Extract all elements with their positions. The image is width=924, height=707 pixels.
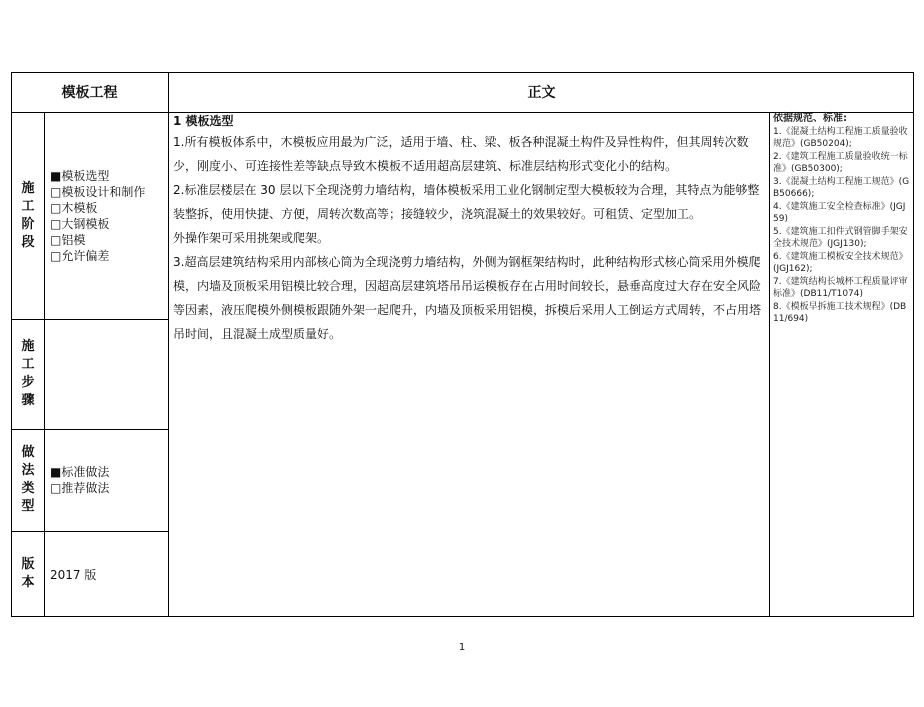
row-divider-2 — [11, 429, 169, 430]
method-option-list — [50, 464, 109, 496]
main-content — [173, 113, 771, 346]
row-label-method: 做 法 类 型 — [21, 445, 35, 514]
option-wood-template[interactable]: □木模板 — [50, 201, 98, 215]
row-divider-3 — [11, 531, 169, 532]
page-number: 1 — [458, 642, 466, 653]
reference-item: 5.《建筑施工扣件式钢管脚手架安全技术规范》(JGJ130); — [773, 226, 908, 249]
reference-item: 8.《模板早拆施工技术规程》(DB11/694) — [773, 301, 907, 324]
row-label-stage: 施 工 阶 段 — [21, 181, 35, 250]
option-recommended-method[interactable]: □推荐做法 — [50, 481, 110, 495]
row-label-version: 版 本 — [21, 557, 35, 590]
option-aluminum-template[interactable]: □铝模 — [50, 233, 86, 247]
reference-item: 2.《建筑工程施工质量验收统一标准》(GB50300); — [773, 151, 908, 174]
references-title: 依据规范、标准: — [773, 113, 847, 124]
stage-option-list — [50, 168, 145, 264]
header-left-title: 模板工程 — [61, 85, 118, 101]
version-value — [50, 567, 96, 583]
paragraph-1: 1.所有模板体系中，木模板应用最为广泛，适用于墙、柱、梁、板各种混凝土构件及异性构件，但其周转次数少，刚度小、可连接性差等缺点导致木模板不适用超高层建筑、标准层结构形式变化小的结构。 — [173, 135, 749, 173]
option-steel-template[interactable]: □大钢模板 — [50, 217, 110, 231]
option-tolerance[interactable]: □允许偏差 — [50, 249, 110, 263]
left-column-divider — [168, 72, 169, 617]
reference-item: 4.《建筑施工安全检查标准》(JGJ59) — [773, 201, 906, 224]
row-divider-1 — [11, 319, 169, 320]
reference-item: 1.《混凝土结构工程施工质量验收规范》(GB50204); — [773, 126, 908, 149]
reference-item: 6.《建筑施工模板安全技术规范》(JGJ162); — [773, 251, 908, 274]
option-standard-method[interactable]: ■标准做法 — [50, 465, 110, 479]
option-template-design[interactable]: □模板设计和制作 — [50, 185, 146, 199]
option-template-selection[interactable]: ■模板选型 — [50, 169, 110, 183]
paragraph-4: 3.超高层建筑结构采用内部核心筒为全现浇剪力墙结构，外侧为钢框架结构时，此种结构形式核心筒采用外模爬模，内墙及顶板采用铝模比较合理，因超高层建筑塔吊吊运模板存在占用时间较长，悬垂高度过大存在安全风险等因素，液压爬模外侧模板跟随外架一起爬升，内墙及顶板采用铝模，拆模后采用人工倒运方式周转，不占用塔吊时间，且混凝土成型质量好。 — [173, 255, 762, 341]
paragraph-2: 2.标准层楼层在 30 层以下全现浇剪力墙结构，墙体模板采用工业化钢制定型大模板较为合理，其特点为能够整装整拆，使用快捷、方便，周转次数高等；接缝较少，浇筑混凝土的效果较好。可租赁、定型加工。 — [173, 183, 760, 221]
row-label-steps: 施 工 步 骤 — [21, 339, 35, 408]
reference-item: 3.《混凝土结构工程施工规范》(GB50666); — [773, 176, 910, 199]
header-main-title: 正文 — [527, 85, 556, 101]
version-text: 2017 版 — [50, 568, 97, 582]
references-panel — [773, 113, 911, 326]
paragraph-3: 外操作架可采用挑架或爬架。 — [173, 231, 330, 245]
section-title: 1 模板选型 — [173, 114, 234, 128]
reference-item: 7.《建筑结构长城杯工程质量评审标准》(DB11/T1074) — [773, 276, 908, 299]
